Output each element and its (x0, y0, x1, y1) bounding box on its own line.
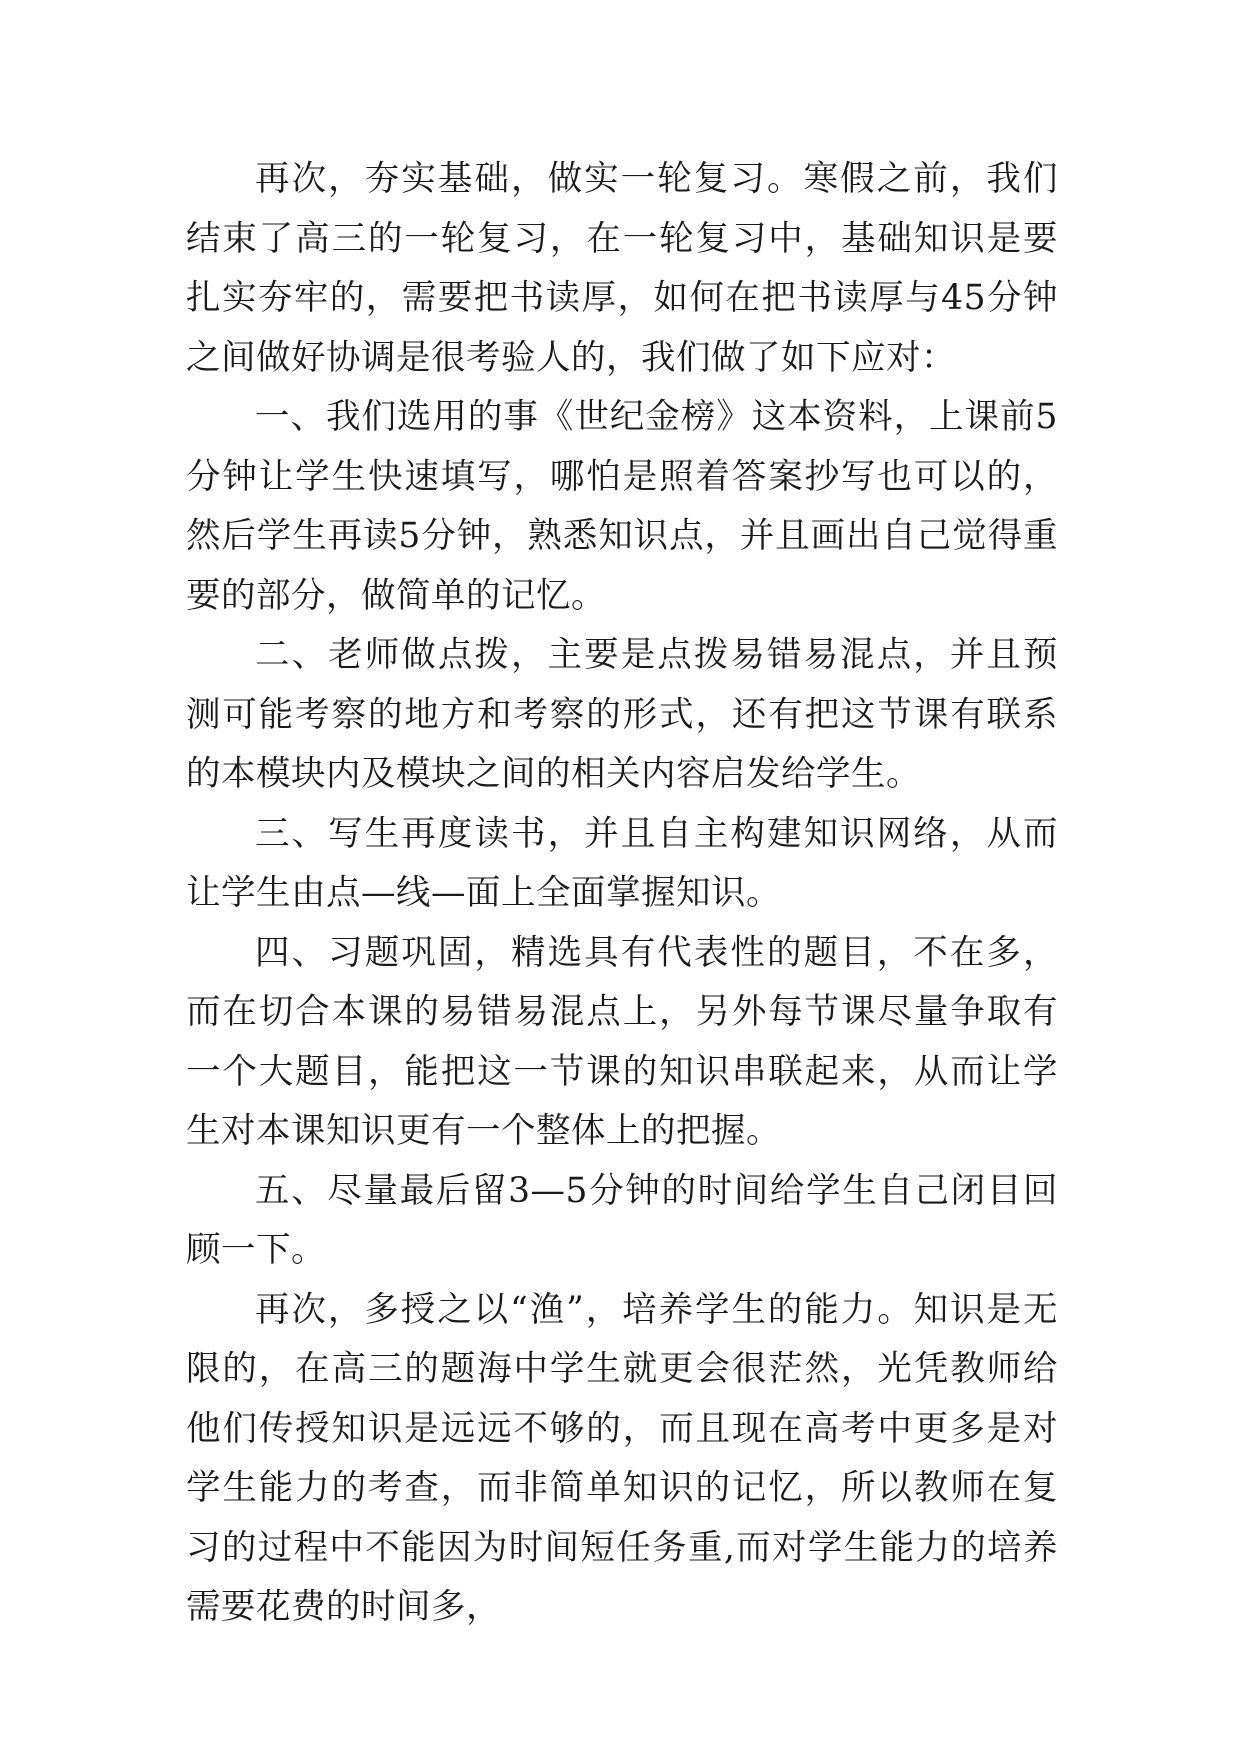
paragraph-step-one: 一、我们选用的事《世纪金榜》这本资料，上课前5分钟让学生快速填写，哪怕是照着答案抄写也可以的，然后学生再读5分钟，熟悉知识点，并且画出自己觉得重要的部分，做简单的记忆。 (186, 397, 1058, 616)
document-page (186, 150, 1058, 1638)
paragraph-step-three: 三、写生再度读书，并且自主构建知识网络，从而让学生由点—线—面上全面掌握知识。 (186, 813, 1058, 913)
paragraph-step-five: 五、尽量最后留3—5分钟的时间给学生自己闭目回顾一下。 (186, 1170, 1058, 1270)
paragraph-step-four: 四、习题巩固，精选具有代表性的题目，不在多，而在切合本课的易错易混点上，另外每节课尽量争取有一个大题目，能把这一节课的知识串联起来，从而让学生对本课知识更有一个整体上的把握。 (186, 932, 1058, 1151)
paragraph-step-two: 二、老师做点拨，主要是点拨易错易混点，并且预测可能考察的地方和考察的形式，还有把这节课有联系的本模块内及模块之间的相关内容启发给学生。 (186, 635, 1058, 794)
paragraph-teach-to-fish: 再次，多授之以“渔”，培养学生的能力。知识是无限的，在高三的题海中学生就更会很茫然，光凭教师给他们传授知识是远远不够的，而且现在高考中更多是对学生能力的考查，而非简单知识的记忆，所以教师在复习的过程中不能因为时间短任务重,而对学生能力的培养需要花费的时间多， (186, 1289, 1058, 1627)
paragraph-consolidate-basics: 再次，夯实基础，做实一轮复习。寒假之前，我们结束了高三的一轮复习，在一轮复习中，基础知识是要扎实夯牢的，需要把书读厚，如何在把书读厚与45分钟之间做好协调是很考验人的，我们做了如下应对： (186, 159, 1058, 378)
